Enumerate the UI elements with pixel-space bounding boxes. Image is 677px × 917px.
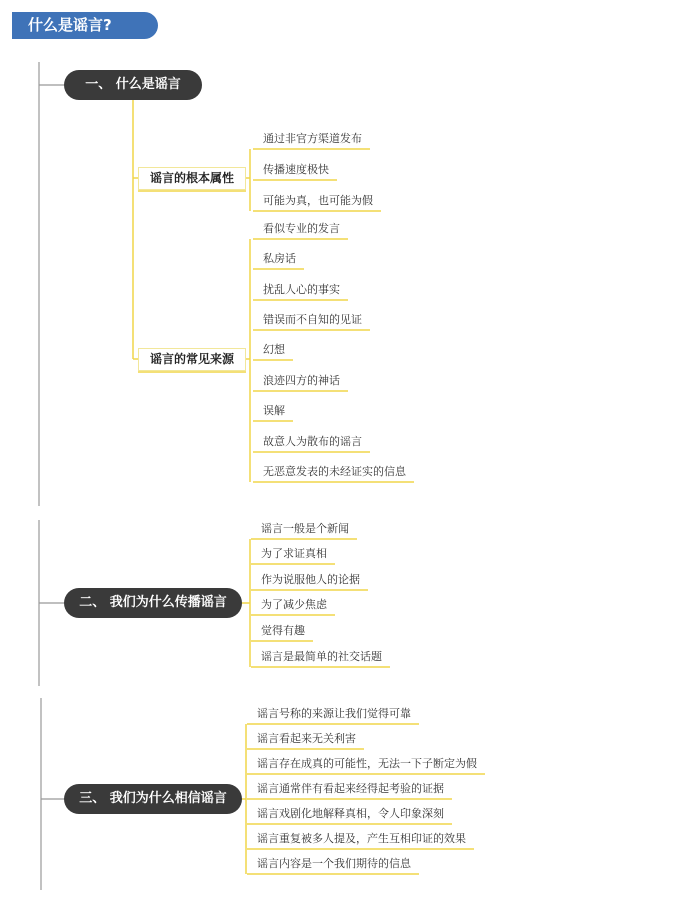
section-why-believe-rumors: 三、 我们为什么相信谣言 [64, 784, 242, 814]
leaf-item: 看似专业的发言 [263, 222, 340, 235]
leaf-item: 浪迹四方的神话 [263, 374, 340, 387]
group-common-sources: 谣言的常见来源 [138, 348, 246, 371]
leaf-item: 谣言存在成真的可能性，无法一下子断定为假 [257, 757, 477, 770]
leaf-item: 为了减少焦虑 [261, 598, 327, 611]
leaf-item: 觉得有趣 [261, 624, 305, 637]
leaf-item: 无恶意发表的未经证实的信息 [263, 465, 406, 478]
leaf-item: 谣言内容是一个我们期待的信息 [257, 857, 411, 870]
leaf-item: 谣言看起来无关利害 [257, 732, 356, 745]
leaf-item: 谣言通常伴有看起来经得起考验的证据 [257, 782, 444, 795]
leaf-item: 作为说服他人的论据 [261, 573, 360, 586]
section-what-is-rumor: 一、 什么是谣言 [64, 70, 202, 100]
leaf-item: 谣言重复被多人提及，产生互相印证的效果 [257, 832, 466, 845]
leaf-item: 私房话 [263, 252, 296, 265]
leaf-item: 谣言是最简单的社交话题 [261, 650, 382, 663]
leaf-item: 误解 [263, 404, 285, 417]
section-why-spread-rumors: 二、 我们为什么传播谣言 [64, 588, 242, 618]
leaf-item: 扰乱人心的事实 [263, 283, 340, 296]
leaf-item: 故意人为散布的谣言 [263, 435, 362, 448]
leaf-item: 谣言戏剧化地解释真相，令人印象深刻 [257, 807, 444, 820]
group-fundamental-attributes: 谣言的根本属性 [138, 167, 246, 190]
leaf-item: 可能为真，也可能为假 [263, 194, 373, 207]
leaf-item: 错误而不自知的见证 [263, 313, 362, 326]
leaf-item: 传播速度极快 [263, 163, 329, 176]
leaf-item: 通过非官方渠道发布 [263, 132, 362, 145]
leaf-item: 幻想 [263, 343, 285, 356]
leaf-item: 谣言一般是个新闻 [261, 522, 349, 535]
leaf-item: 为了求证真相 [261, 547, 327, 560]
page-title: 什么是谣言? [12, 12, 158, 39]
leaf-item: 谣言号称的来源让我们觉得可靠 [257, 707, 411, 720]
